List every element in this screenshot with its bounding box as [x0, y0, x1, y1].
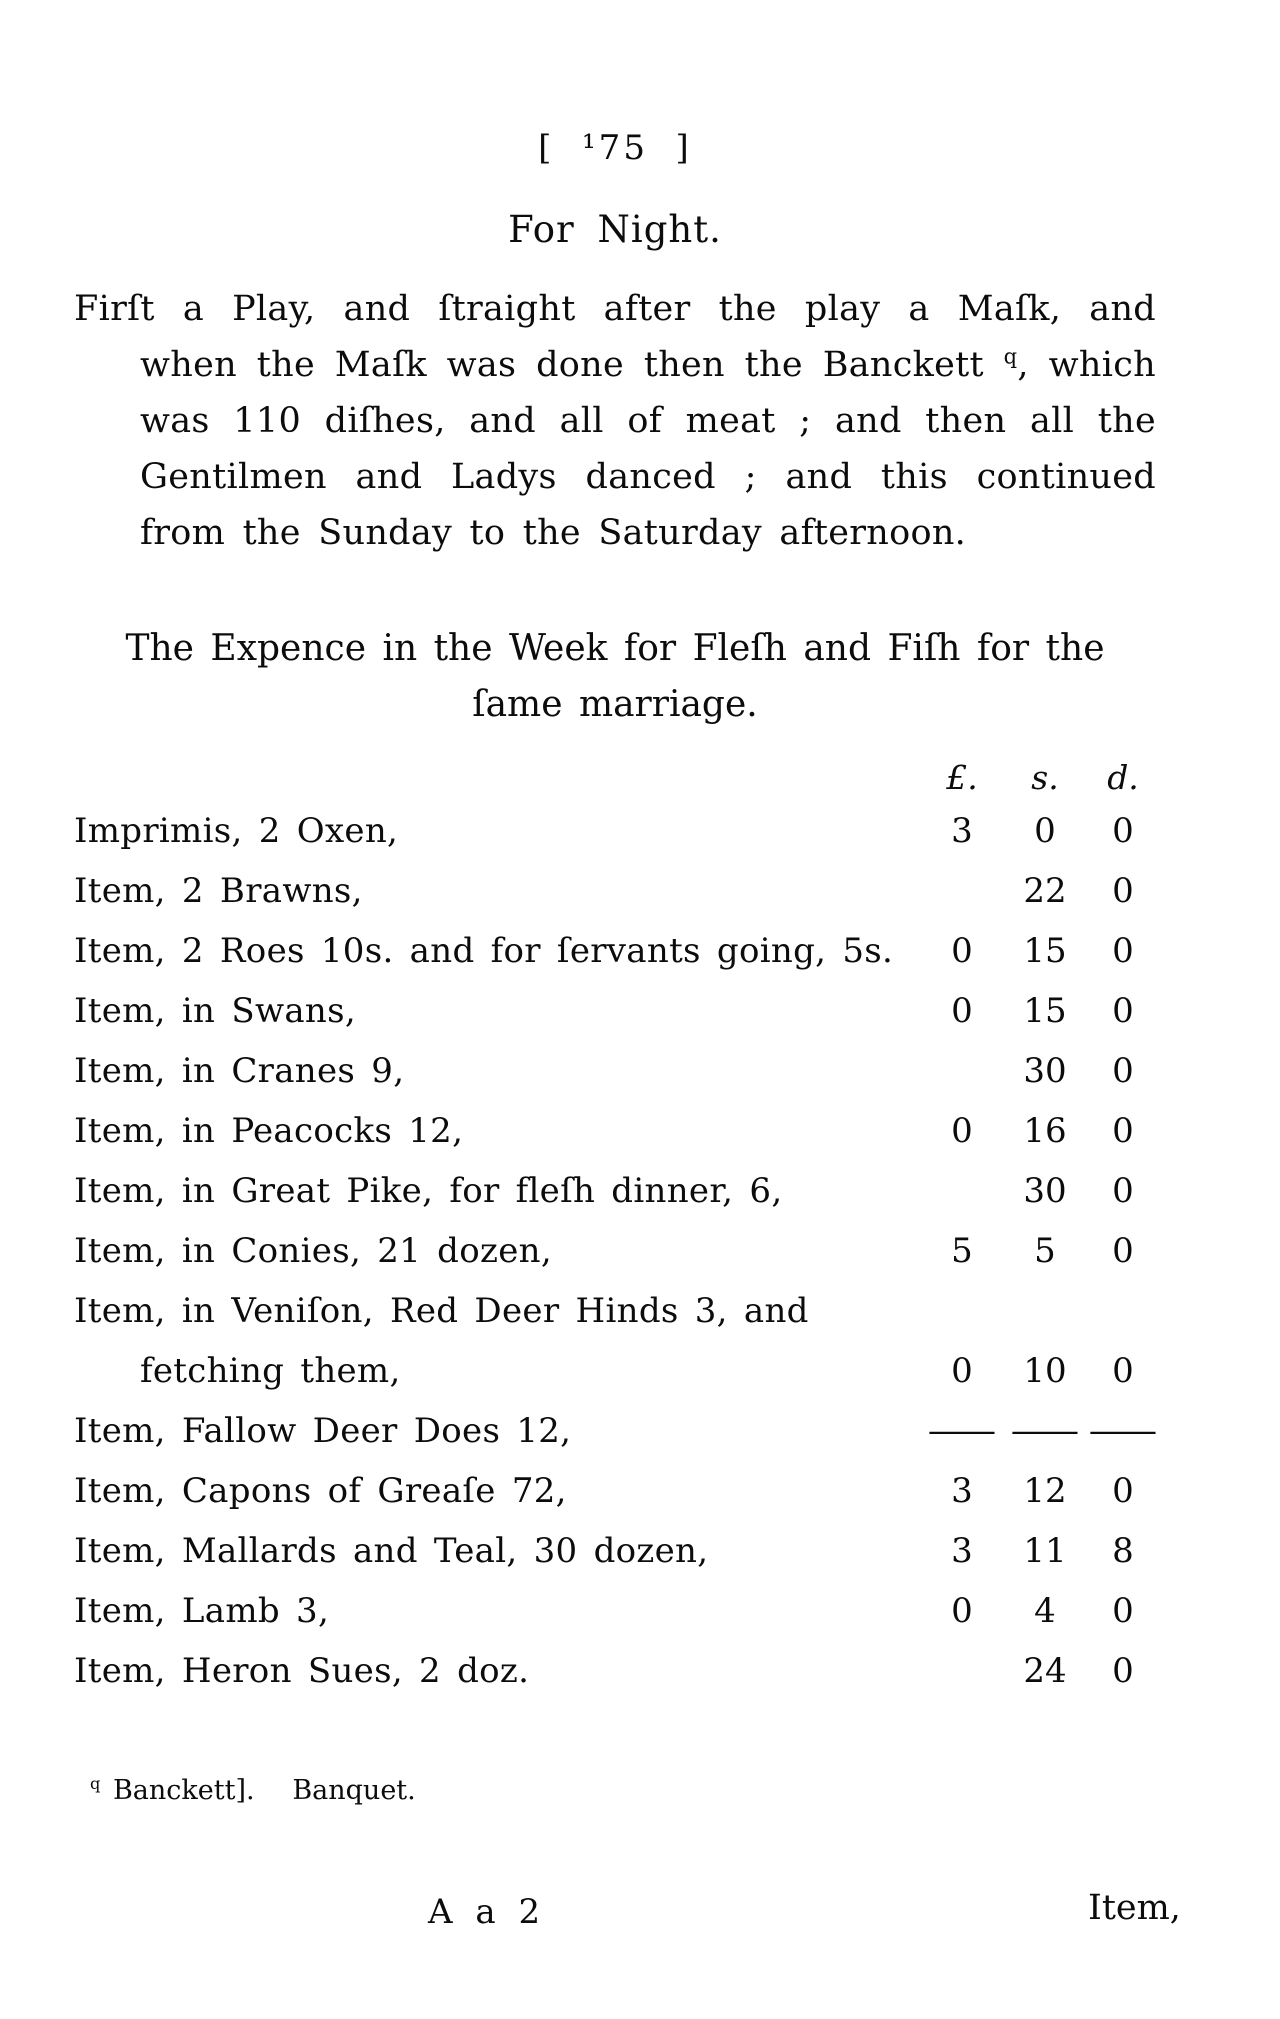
column-header-shillings: s. — [1031, 757, 1059, 797]
item-label: Item, Lamb 3, — [74, 1591, 330, 1631]
footnote-reference: q — [1003, 344, 1018, 369]
amount-shillings: — — [1009, 1411, 1081, 1451]
text-column — [74, 0, 1159, 1806]
amount-shillings: 15 — [1023, 991, 1067, 1031]
amount-pence: 0 — [1112, 1651, 1134, 1691]
footnote — [90, 1775, 1156, 1806]
amount-shillings: 30 — [1023, 1051, 1067, 1091]
table-row — [74, 861, 1156, 921]
expense-heading-line2: ſame marriage. — [472, 684, 758, 725]
expense-table-rows — [74, 801, 1159, 1701]
amount-pence: 8 — [1112, 1531, 1134, 1571]
item-label: Imprimis, 2 Oxen, — [74, 811, 399, 851]
amount-shillings: 22 — [1023, 871, 1067, 911]
amount-shillings: 10 — [1023, 1351, 1067, 1391]
table-header-row — [74, 753, 1156, 801]
amount-pence: — — [1087, 1411, 1159, 1451]
item-label: Item, in Great Pike, for fleſh dinner, 6, — [74, 1171, 783, 1211]
column-header-pence: d. — [1107, 757, 1139, 797]
amount-pence: 0 — [1112, 1591, 1134, 1631]
item-label: Item, in Cranes 9, — [74, 1051, 405, 1091]
item-label: fetching them, — [140, 1351, 401, 1391]
item-label: Item, in Veniſon, Red Deer Hinds 3, and — [74, 1291, 809, 1331]
table-row — [74, 1401, 1159, 1461]
amount-pence: 0 — [1112, 1171, 1134, 1211]
item-label: Item, Fallow Deer Does 12, — [74, 1411, 572, 1451]
item-label: Item, in Peacocks 12, — [74, 1111, 464, 1151]
amount-pounds: 0 — [951, 931, 973, 971]
amount-pence: 0 — [1112, 1051, 1134, 1091]
table-row — [74, 1641, 1156, 1701]
table-row — [74, 1221, 1156, 1281]
table-row — [74, 801, 1156, 861]
table-row — [74, 1581, 1156, 1641]
amount-pounds: 3 — [951, 811, 973, 851]
paragraph-line: was 110 diſhes, and all of meat ; and then all the — [140, 401, 1156, 441]
amount-shillings: 0 — [1034, 811, 1056, 851]
amount-pence: 0 — [1112, 991, 1134, 1031]
amount-shillings: 11 — [1023, 1531, 1067, 1571]
amount-pounds: 5 — [951, 1231, 973, 1271]
amount-pence: 0 — [1112, 1471, 1134, 1511]
catchword: Item, — [1088, 1888, 1181, 1928]
table-row — [74, 1281, 1156, 1341]
footnote-text: Banckett]. Banquet. — [112, 1775, 416, 1806]
table-row — [74, 1461, 1156, 1521]
amount-shillings: 15 — [1023, 931, 1067, 971]
amount-pounds: 0 — [951, 991, 973, 1031]
table-row — [74, 921, 1156, 981]
column-header-pounds: £. — [946, 757, 978, 797]
amount-pence: 0 — [1112, 1111, 1134, 1151]
item-label: Item, Mallards and Teal, 30 dozen, — [74, 1531, 709, 1571]
paragraph-line: when the Maſk was done then the Banckett $^q$, which — [140, 344, 1156, 385]
amount-pence: 0 — [1112, 811, 1134, 851]
amount-pence: 0 — [1112, 1351, 1134, 1391]
paragraph-line: Firſt a Play, and ſtraight after the play a Maſk, and — [74, 289, 1156, 329]
table-row — [74, 1101, 1156, 1161]
paragraph-line: Gentilmen and Ladys danced ; and this continued — [140, 457, 1156, 497]
amount-shillings: 30 — [1023, 1171, 1067, 1211]
paragraph-line: from the Sunday to the Saturday afternoon. — [140, 513, 967, 553]
amount-pence: 0 — [1112, 931, 1134, 971]
section-title: For Night. — [508, 208, 722, 251]
item-label: Item, in Conies, 21 dozen, — [74, 1231, 552, 1271]
table-row — [74, 1341, 1156, 1401]
table-row — [74, 1041, 1156, 1101]
table-row — [74, 1161, 1156, 1221]
item-label: Item, Heron Sues, 2 doz. — [74, 1651, 530, 1691]
item-label: Item, in Swans, — [74, 991, 356, 1031]
amount-shillings: 5 — [1034, 1231, 1056, 1271]
expense-table — [74, 753, 1159, 1701]
amount-pounds: 0 — [951, 1111, 973, 1151]
amount-pounds: — — [926, 1411, 998, 1451]
expense-heading — [74, 621, 1156, 733]
item-label: Item, Capons of Greaſe 72, — [74, 1471, 567, 1511]
page-number: [ ¹75 ] — [538, 128, 692, 168]
amount-pounds: 0 — [951, 1351, 973, 1391]
amount-shillings: 4 — [1034, 1591, 1056, 1631]
amount-shillings: 16 — [1023, 1111, 1067, 1151]
amount-pounds: 3 — [951, 1531, 973, 1571]
expense-heading-line1: The Expence in the Week for Fleſh and Fiſh for the — [125, 628, 1105, 669]
item-label: Item, 2 Brawns, — [74, 871, 363, 911]
table-row — [74, 981, 1156, 1041]
amount-shillings: 24 — [1023, 1651, 1067, 1691]
footnote-marker: q — [90, 1774, 101, 1793]
item-label: Item, 2 Roes 10s. and for ſervants going, 5s. — [74, 931, 894, 971]
signature-mark: A a 2 — [428, 1892, 541, 1932]
amount-pence: 0 — [1112, 871, 1134, 911]
amount-pounds: 0 — [951, 1591, 973, 1631]
amount-pounds: 3 — [951, 1471, 973, 1511]
opening-paragraph — [74, 281, 1156, 561]
amount-shillings: 12 — [1023, 1471, 1067, 1511]
amount-pence: 0 — [1112, 1231, 1134, 1271]
table-row — [74, 1521, 1156, 1581]
